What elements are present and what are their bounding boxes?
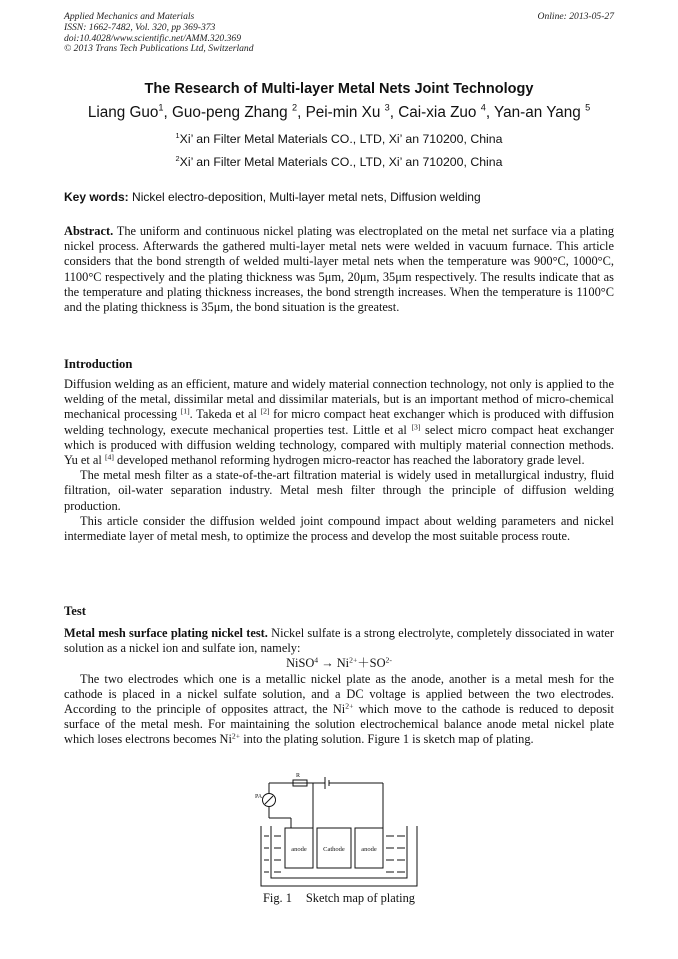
caption-number: Fig. 1	[262, 891, 292, 905]
test-text: which move to the cathode is reduced to deposit surface of the metal mesh. For maintaining the solution electrochemical balance anode metal nickel plate which loses electrons becomes Ni	[64, 702, 614, 747]
test-heading: Test	[64, 604, 86, 618]
test-text: into the plating solution. Figure 1 is sketch map of plating.	[240, 732, 534, 747]
plating-sketch-figure	[255, 770, 425, 890]
author-sup: 5	[585, 102, 591, 113]
author-sep: ,	[163, 104, 173, 121]
intro-text: for micro compact heat exchanger which is produced with diffusion welding technology, execute mechanical properties test. Little et al	[64, 407, 614, 437]
author-sep: ,	[485, 104, 495, 121]
intro-text: select micro compact heat exchanger which is produced with diffusion welding technology, compared with multiply material connection methods. Yu et al	[64, 422, 615, 468]
eq-part: → Ni	[318, 656, 350, 671]
test-paragraph-2	[64, 672, 614, 748]
eq-sup: 4	[314, 655, 319, 665]
author-list	[0, 104, 678, 122]
online-date: Online: 2013-05-27	[537, 11, 614, 22]
intro-text: . Takeda et al	[189, 407, 261, 422]
abstract	[64, 224, 614, 315]
affiliation-2	[0, 155, 678, 169]
introduction-heading: Introduction	[64, 357, 133, 371]
abstract-label: Abstract.	[64, 224, 114, 238]
keywords-label: Key words:	[64, 190, 129, 204]
author-sup: 2	[291, 102, 298, 113]
ammeter-needle	[265, 796, 273, 804]
intro-text: Diffusion welding as an efficient, mature and widely material connection technology, not only is applied to the welding of the metal, dissimilar metal and dissimilar materials, but is an important method of micro-chemical mechanical processing	[64, 377, 614, 422]
author-name: Pei-min Xu	[305, 104, 385, 121]
citation: [2]	[260, 406, 270, 416]
journal-name: Applied Mechanics and Materials	[64, 11, 195, 22]
author-sup: 4	[480, 102, 486, 113]
intro-paragraph-1	[64, 377, 614, 468]
test-subheading: Metal mesh surface plating nickel test.	[64, 626, 268, 640]
figure-caption	[0, 891, 678, 906]
keywords-text: Nickel electro-deposition, Multi-layer metal nets, Diffusion welding	[132, 190, 481, 204]
test-paragraph-1: Nickel sulfate is a strong electrolyte, completely dissociated in water solution as a nickel ion and sulfate ion, namely:	[64, 626, 614, 656]
doi-line: doi:10.4028/www.scientific.net/AMM.320.369	[64, 32, 242, 44]
affiliation-sup: 1	[175, 130, 180, 140]
journal-header	[64, 12, 254, 55]
author-sep: ,	[297, 104, 306, 121]
copyright-line: © 2013 Trans Tech Publications Ltd, Switzerland	[64, 43, 254, 55]
author-name: Yan-an Yang	[494, 104, 586, 121]
affiliation-text: Xi’ an Filter Metal Materials CO., LTD, Xi’ an 710200, China	[179, 155, 503, 169]
keywords	[64, 190, 624, 204]
affiliation-1	[0, 132, 678, 146]
electrode-label-center: Cathode	[323, 846, 345, 853]
intro-paragraph-3: This article consider the diffusion welded joint compound impact about welding parameters and nickel intermediate layer of metal mesh, to optimize the process and develop the most suitable process route.	[64, 513, 614, 544]
introduction-body	[64, 377, 614, 544]
ion-sup: 2+	[345, 701, 354, 711]
abstract-text: The uniform and continuous nickel plating was electroplated on the metal net surface via a plating nickel process. Afterwards the gathered multi-layer metal nets were welded in vacuum furnace. This article considers that the bond strength of welded multi-layer metal nets when the temperature was 900°C, 1000°C, 1100°C respectively and the plating thickness was 5μm, 20μm, 35μm respectively. The results indicate that as the temperature and plating thickness increases, the bond strength increases. When the temperature is 1100°C and the plating thickness is 35μm, the bond situation is the greatest.	[64, 224, 615, 315]
author-name: Guo-peng Zhang	[172, 104, 292, 121]
author-name: Liang Guo	[87, 104, 159, 121]
citation: [3]	[411, 422, 421, 431]
eq-part: NiSO	[286, 656, 315, 671]
eq-part: ＋SO	[357, 656, 386, 671]
label-pa: PA	[255, 794, 263, 800]
electrode-label-left: anode	[291, 846, 307, 853]
author-name: Cai-xia Zuo	[398, 104, 481, 121]
citation: [1]	[180, 406, 190, 416]
electrode-label-right: anode	[361, 846, 377, 853]
tank-outer-wall	[261, 826, 417, 886]
affiliation-sup: 2	[175, 153, 180, 163]
author-sup: 1	[158, 102, 164, 113]
issn-line: ISSN: 1662-7482, Vol. 320, pp 369-373	[64, 21, 216, 33]
affiliation-text: Xi’ an Filter Metal Materials CO., LTD, Xi’ an 710200, China	[179, 132, 503, 146]
caption-text: Sketch map of plating	[305, 891, 415, 905]
label-r: R	[296, 773, 301, 779]
test-body	[64, 626, 614, 748]
author-sup: 3	[384, 102, 390, 113]
equation	[64, 656, 614, 671]
test-text: The two electrodes which one is a metallic nickel plate as the anode, another is a metal mesh for the cathode is placed in a nickel sulfate solution, and a DC voltage is applied between the two electrodes. According to the principle of opposites attract, the Ni	[64, 671, 614, 717]
ion-sup: 2+	[231, 731, 241, 741]
intro-paragraph-2: The metal mesh filter as a state-of-the-art filtration material is widely used in metallurgical industry, fluid filtration, oil-water separation industry. Metal mesh filter through the principle of diffusion welding production.	[64, 468, 614, 513]
author-sep: ,	[389, 104, 399, 121]
citation: [4]	[104, 452, 114, 462]
paper-title: The Research of Multi-layer Metal Nets Joint Technology	[144, 81, 534, 97]
eq-sup: 2-	[385, 655, 392, 665]
eq-sup: 2+	[349, 655, 358, 665]
intro-text: developed methanol reforming hydrogen micro-reactor has reached the laboratory grade level.	[113, 453, 585, 468]
